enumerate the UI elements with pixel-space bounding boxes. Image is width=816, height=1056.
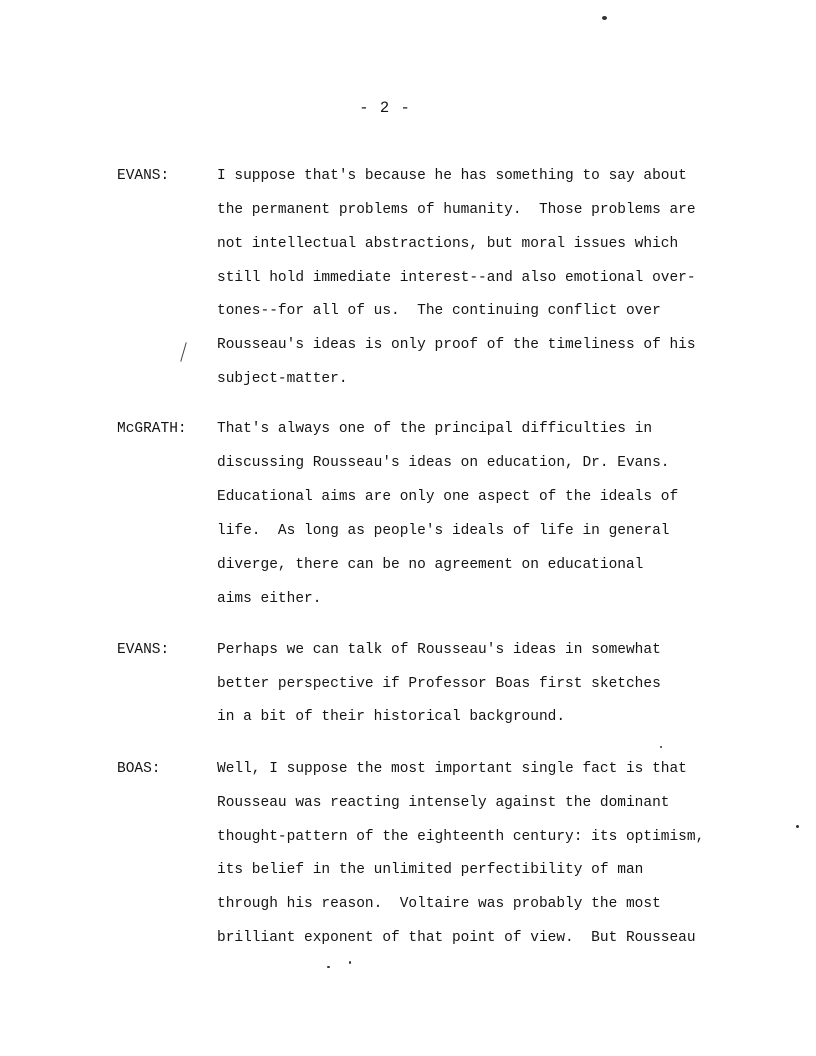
scan-speck bbox=[796, 825, 799, 828]
speaker-label: EVANS: bbox=[117, 642, 170, 658]
scan-speck bbox=[327, 966, 330, 968]
speaker-label: McGRATH: bbox=[117, 421, 187, 437]
speaker-label: EVANS: bbox=[117, 168, 170, 184]
dialogue-line: not intellectual abstractions, but moral issues which bbox=[217, 236, 679, 252]
page-number: - 2 - bbox=[359, 99, 411, 117]
dialogue-line: brilliant exponent of that point of view. But Rousseau bbox=[217, 930, 696, 946]
dialogue-line: its belief in the unlimited perfectibility of man bbox=[217, 862, 644, 878]
dialogue-line: That's always one of the principal difficulties in bbox=[217, 421, 653, 437]
dialogue-line: diverge, there can be no agreement on educational bbox=[217, 557, 644, 573]
dialogue-line: in a bit of their historical background. bbox=[217, 709, 566, 725]
dialogue-line: Rousseau's ideas is only proof of the timeliness of his bbox=[217, 337, 696, 353]
dialogue-line: subject-matter. bbox=[217, 371, 348, 387]
dialogue-line: better perspective if Professor Boas first sketches bbox=[217, 676, 661, 692]
dialogue-line: the permanent problems of humanity. Those problems are bbox=[217, 202, 696, 218]
scan-speck bbox=[602, 16, 607, 20]
scan-speck bbox=[349, 961, 351, 964]
dialogue-line: I suppose that's because he has something to say about bbox=[217, 168, 687, 184]
scan-speck bbox=[660, 746, 662, 748]
dialogue-line: through his reason. Voltaire was probably the most bbox=[217, 896, 661, 912]
dialogue-line: thought-pattern of the eighteenth century: its optimism, bbox=[217, 829, 705, 845]
dialogue-line: life. As long as people's ideals of life in general bbox=[217, 523, 670, 539]
dialogue-line: Rousseau was reacting intensely against the dominant bbox=[217, 795, 670, 811]
speaker-label: BOAS: bbox=[117, 761, 161, 777]
stray-pen-mark bbox=[180, 342, 186, 362]
dialogue-line: tones--for all of us. The continuing conflict over bbox=[217, 303, 661, 319]
dialogue-line: Educational aims are only one aspect of the ideals of bbox=[217, 489, 679, 505]
dialogue-line: Perhaps we can talk of Rousseau's ideas in somewhat bbox=[217, 642, 661, 658]
dialogue-line: aims either. bbox=[217, 591, 322, 607]
dialogue-line: still hold immediate interest--and also emotional over- bbox=[217, 270, 696, 286]
dialogue-line: Well, I suppose the most important single fact is that bbox=[217, 761, 687, 777]
dialogue-line: discussing Rousseau's ideas on education, Dr. Evans. bbox=[217, 455, 670, 471]
